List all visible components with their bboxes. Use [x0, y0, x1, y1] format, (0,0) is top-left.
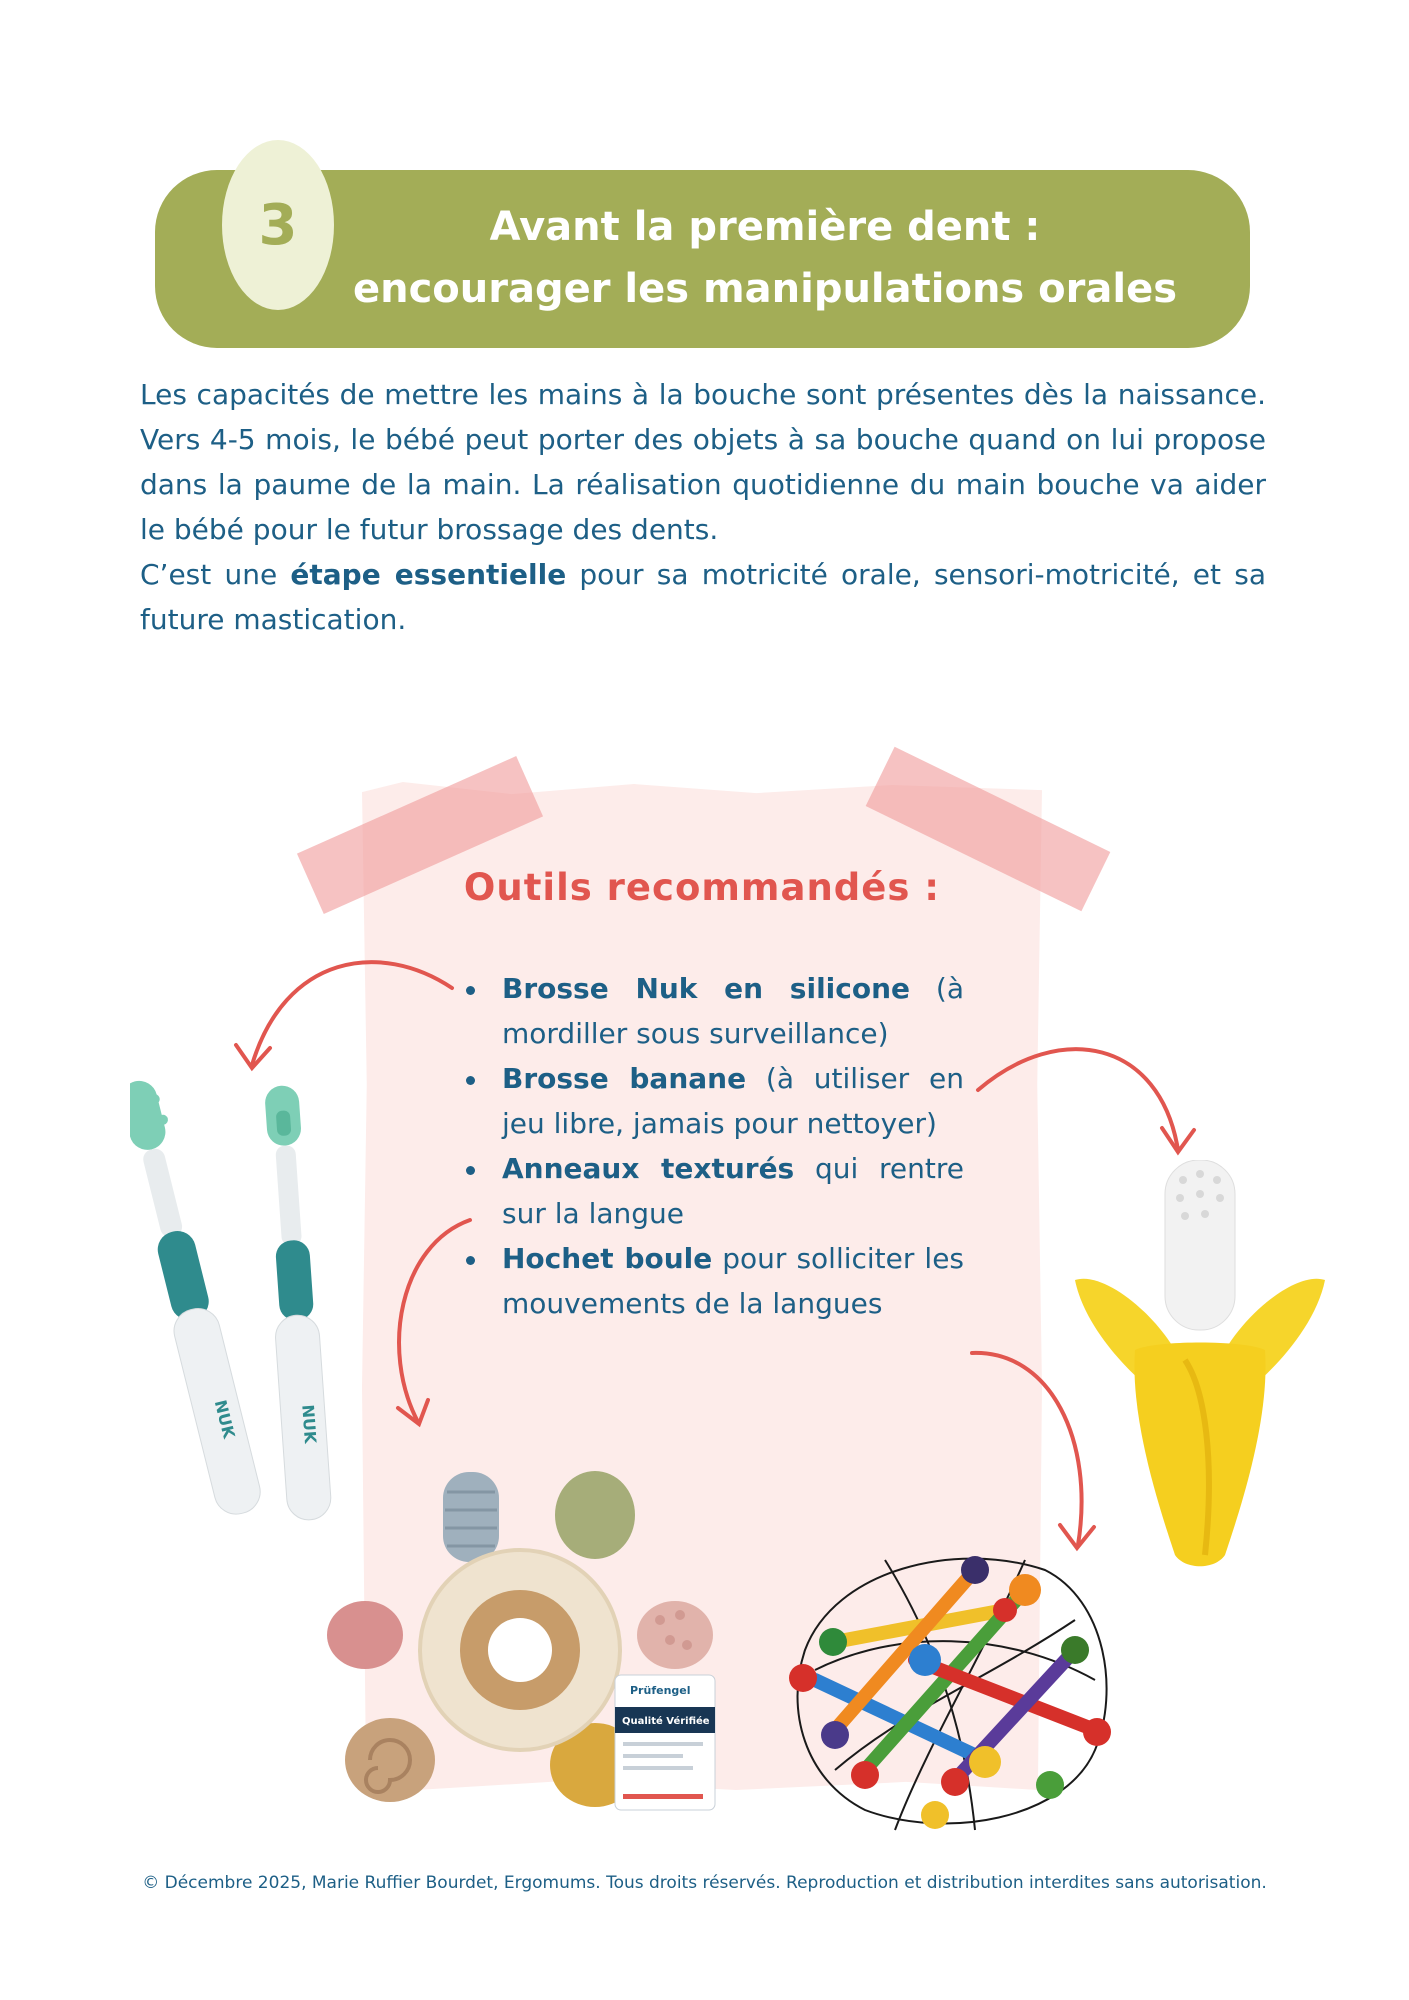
list-item: [466, 1056, 964, 1146]
step-number-badge: 3: [222, 140, 334, 310]
section-title-line-1: Avant la première dent :: [489, 204, 1041, 250]
banana-toothbrush-image: [1065, 1160, 1335, 1575]
tool-name: Anneaux texturés: [502, 1152, 795, 1185]
textured-teether-image: [325, 1470, 720, 1815]
tools-title: Outils recommandés :: [463, 866, 941, 909]
section-title: [345, 196, 1185, 320]
tool-name: Hochet boule: [502, 1242, 713, 1275]
list-item: [466, 1236, 964, 1326]
label-card-badge: Qualité Vérifiée: [622, 1716, 710, 1727]
tool-name: Brosse Nuk en silicone: [502, 972, 911, 1005]
nuk-brand-label: NUK: [210, 1397, 239, 1441]
list-item: [466, 966, 964, 1056]
intro-paragraph-1: Les capacités de mettre les mains à la bouche sont présentes dès la naissance. Vers 4-5 mois, le bébé peut porter des objets à sa bouche quand on lui propose dans la paume de la main. La réalisation quotidienne du main bouche va aider le bébé pour le futur brossage des dents.: [140, 378, 1266, 546]
intro-p2-start: C’est une: [140, 558, 291, 591]
label-card-brand: Prüfengel: [630, 1684, 691, 1697]
tool-description: pour solliciter les mouvements de la langues: [502, 1242, 965, 1320]
intro-paragraph-2: [140, 552, 1266, 642]
arrowhead-banana: [1162, 1128, 1194, 1152]
tool-description: (à mordiller sous surveillance): [502, 972, 964, 1050]
tool-description: qui rentre sur la langue: [502, 1152, 964, 1230]
nuk-brand-label-2: NUK: [298, 1404, 320, 1445]
intro-p2-end: pour sa motricité orale, sensori-motricité, et sa future mastication.: [140, 558, 1266, 636]
arrowhead-nuk: [236, 1045, 270, 1068]
copyright-footer: © Décembre 2025, Marie Ruffier Bourdet, Ergomums. Tous droits réservés. Reproduction et distribution interdites sans autorisation.: [142, 1873, 1267, 1893]
tools-list: [466, 966, 964, 1326]
list-item: [466, 1146, 964, 1236]
tool-description: (à utiliser en jeu libre, jamais pour nettoyer): [502, 1062, 964, 1140]
section-title-line-2: encourager les manipulations orales: [352, 266, 1178, 312]
ball-rattle-image: [775, 1530, 1125, 1840]
intro-text: [140, 372, 1266, 642]
tool-name: Brosse banane: [502, 1062, 747, 1095]
nuk-toothbrushes-image: [130, 1075, 360, 1535]
intro-p2-emphasis: étape essentielle: [290, 558, 567, 591]
